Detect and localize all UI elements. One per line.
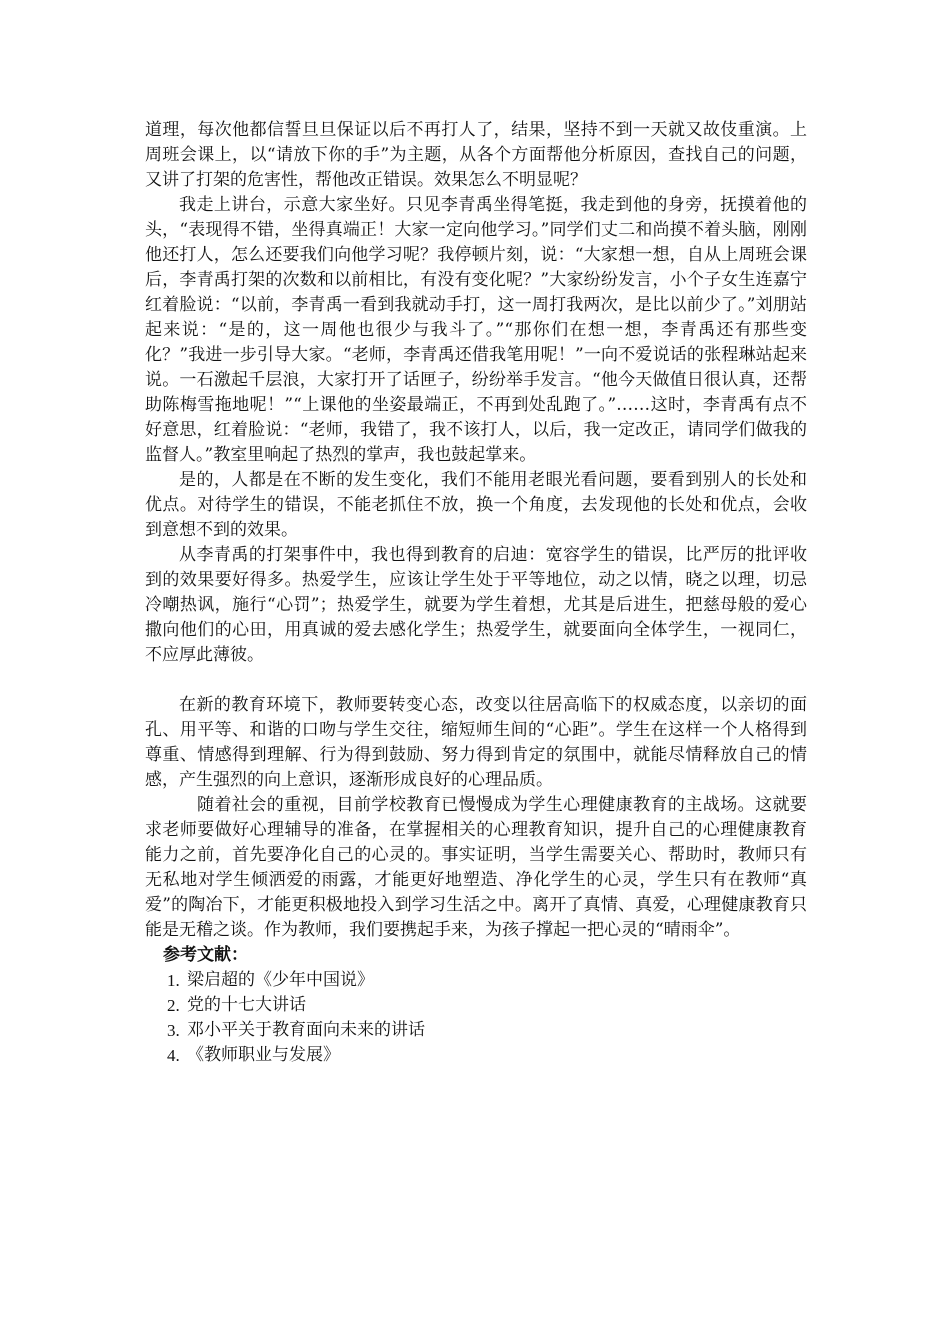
paragraph-spacer: [145, 668, 807, 693]
body-paragraph-5: 在新的教育环境下，教师要转变心态，改变以往居高临下的权威态度，以亲切的面孔、用平等、和谐的口吻与学生交往，缩短师生间的“心距”。学生在这样一个人格得到尊重、情感得到理解、行为得到鼓励、努力得到肯定的氛围中，就能尽情释放自己的情感，产生强烈的向上意识，逐渐形成良好的心理品质。: [145, 695, 807, 790]
reference-text: 梁启超的《少年中国说》: [187, 970, 374, 990]
reference-item: [145, 968, 807, 993]
reference-text: 邓小平关于教育面向未来的讲话: [187, 1020, 425, 1040]
reference-item: [145, 993, 807, 1018]
body-paragraph-2: 我走上讲台，示意大家坐好。只见李青禹坐得笔挺，我走到他的身旁，抚摸着他的头，“表现得不错，坐得真端正！大家一定向他学习。”同学们丈二和尚摸不着头脑，刚刚他还打人，怎么还要我们向他学习呢？我停顿片刻，说：“大家想一想，自从上周班会课后，李青禹打架的次数和以前相比，有没有变化呢？”大家纷纷发言，小个子女生连嘉宁红着脸说：“以前，李青禹一看到我就动手打，这一周打我两次，是比以前少了。”刘朋站起来说：“是的，这一周他也很少与我斗了。”“那你们在想一想，李青禹还有那些变化？”我进一步引导大家。“老师，李青禹还借我笔用呢！”一向不爱说话的张程琳站起来说。一石激起千层浪，大家打开了话匣子，纷纷举手发言。“他今天做值日很认真，还帮助陈梅雪拖地呢！”“上课他的坐姿最端正，不再到处乱跑了。”……这时，李青禹有点不好意思，红着脸说：“老师，我错了，我不该打人，以后，我一定改正，请同学们做我的监督人。”教室里响起了热烈的掌声，我也鼓起掌来。: [145, 195, 807, 465]
body-paragraph-1: 道理，每次他都信誓旦旦保证以后不再打人了，结果，坚持不到一天就又故伎重演。上周班会课上，以“请放下你的手”为主题，从各个方面帮他分析原因，查找自己的问题，又讲了打架的危害性，帮他改正错误。效果怎么不明显呢？: [145, 120, 807, 190]
reference-number: 3.: [167, 1021, 180, 1040]
references-title: 参考文献：: [163, 945, 248, 965]
reference-text: 《教师职业与发展》: [187, 1045, 340, 1065]
reference-text: 党的十七大讲话: [187, 995, 306, 1015]
body-paragraph-4: 从李青禹的打架事件中，我也得到教育的启迪：宽容学生的错误，比严厉的批评收到的效果要好得多。热爱学生，应该让学生处于平等地位，动之以情，晓之以理，切忌冷嘲热讽，施行“心罚”；热爱学生，就要为学生着想，尤其是后进生，把慈母般的爱心撒向他们的心田，用真诚的爱去感化学生；热爱学生，就要面向全体学生，一视同仁，不应厚此薄彼。: [145, 545, 807, 665]
reference-item: [145, 1018, 807, 1043]
reference-number: 2.: [167, 996, 180, 1015]
body-paragraph-3: 是的，人都是在不断的发生变化，我们不能用老眼光看问题，要看到别人的长处和优点。对待学生的错误，不能老抓住不放，换一个角度，去发现他的长处和优点，会收到意想不到的效果。: [145, 470, 807, 540]
document-page: [145, 118, 807, 1068]
reference-number: 4.: [167, 1046, 180, 1065]
reference-item: [145, 1043, 807, 1068]
body-paragraph-6: 随着社会的重视，目前学校教育已慢慢成为学生心理健康教育的主战场。这就要求老师要做好心理辅导的准备，在掌握相关的心理教育知识，提升自己的心理健康教育能力之前，首先要净化自己的心灵的。事实证明，当学生需要关心、帮助时，教师只有无私地对学生倾洒爱的雨露，才能更好地塑造、净化学生的心灵，学生只有在教师“真爱”的陶冶下，才能更积极地投入到学习生活之中。离开了真情、真爱，心理健康教育只能是无稽之谈。作为教师，我们要携起手来，为孩子撑起一把心灵的“晴雨伞”。: [145, 795, 807, 940]
reference-number: 1.: [167, 971, 180, 990]
references-list: [145, 968, 807, 1068]
